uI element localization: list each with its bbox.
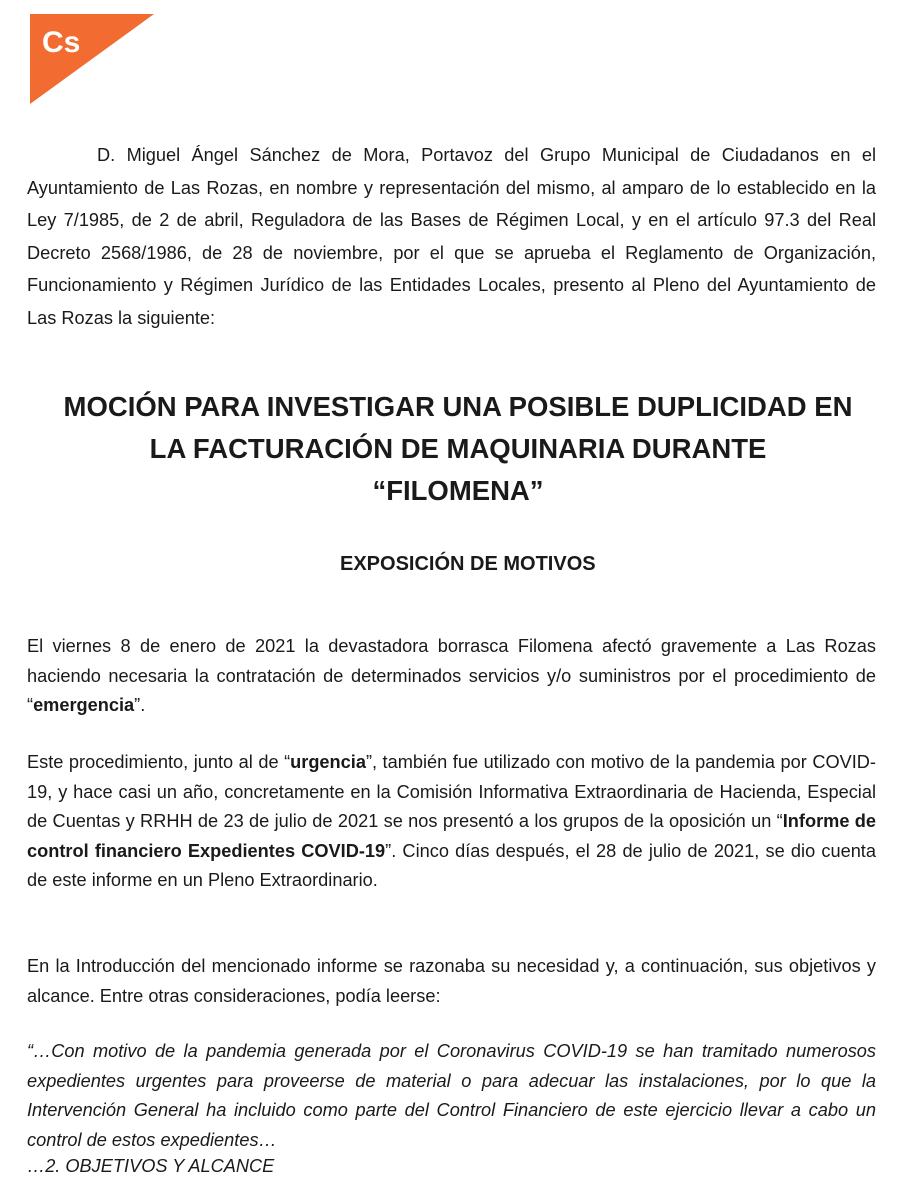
title-line-1: MOCIÓN PARA INVESTIGAR UNA POSIBLE DUPLICIDAD EN	[63, 391, 853, 422]
cs-logo-text: Cs	[42, 26, 81, 59]
cs-logo	[30, 14, 154, 104]
paragraph-2-text-a: Este procedimiento, junto al de “	[27, 752, 291, 772]
title-line-3: “FILOMENA”	[372, 475, 544, 506]
title-line-2: LA FACTURACIÓN DE MAQUINARIA DURANTE	[149, 433, 767, 464]
paragraph-1-text: El viernes 8 de enero de 2021 la devastadora borrasca Filomena afectó gravemente a Las Rozas haciendo necesaria la contratación de determinados servicios y/o suministros por el procedimiento de “	[27, 636, 876, 715]
paragraph-1-end: ”.	[134, 695, 146, 715]
quote-section-line: …2. OBJETIVOS Y ALCANCE	[27, 1156, 275, 1176]
motion-title	[20, 386, 896, 512]
paragraph-2-text-c: ”. Cinco días después, el 28 de julio de 2021, se dio cuenta de este informe en un Pleno Extraordinario.	[27, 840, 876, 890]
paragraph-2	[27, 748, 876, 896]
paragraph-2-bold-2: Informe de control financiero Expedientes COVID-19	[27, 811, 876, 861]
paragraph-1	[27, 632, 876, 721]
paragraph-3: En la Introducción del mencionado informe se razonaba su necesidad y, a continuación, sus objetivos y alcance. Entre otras consideraciones, podía leerse:	[27, 956, 876, 1006]
intro-paragraph: D. Miguel Ángel Sánchez de Mora, Portavoz del Grupo Municipal de Ciudadanos en el Ayuntamiento de Las Rozas, en nombre y representación del mismo, al amparo de lo establecido en la Ley 7/1985, de 2 de abril, Reguladora de las Bases de Régimen Local, y en el artículo 97.3 del Real Decreto 2568/1986, de 28 de noviembre, por el que se aprueba el Reglamento de Organización, Funcionamiento y Régimen Jurídico de las Entidades Locales, presento al Pleno del Ayuntamiento de Las Rozas la siguiente:	[27, 145, 876, 328]
paragraph-2-text-b: ”, también fue utilizado con motivo de la pandemia por COVID-19, y hace casi un año, concretamente en la Comisión Informativa Extraordinaria de Hacienda, Especial de Cuentas y RRHH de 23 de julio de 2021 se nos presentó a los grupos de la oposición un “	[27, 752, 876, 831]
section-heading: EXPOSICIÓN DE MOTIVOS	[340, 553, 596, 575]
cs-logo-shape	[30, 14, 154, 104]
paragraph-1-bold: emergencia	[33, 695, 135, 715]
quote-paragraph: “…Con motivo de la pandemia generada por el Coronavirus COVID-19 se han tramitado numerosos expedientes urgentes para proveerse de material o para adecuar las instalaciones, por lo que la Intervención General ha incluido como parte del Control Financiero de este ejercicio llevar a cabo un control de estos expedientes…	[27, 1041, 876, 1150]
paragraph-2-bold-1: urgencia	[290, 752, 366, 772]
